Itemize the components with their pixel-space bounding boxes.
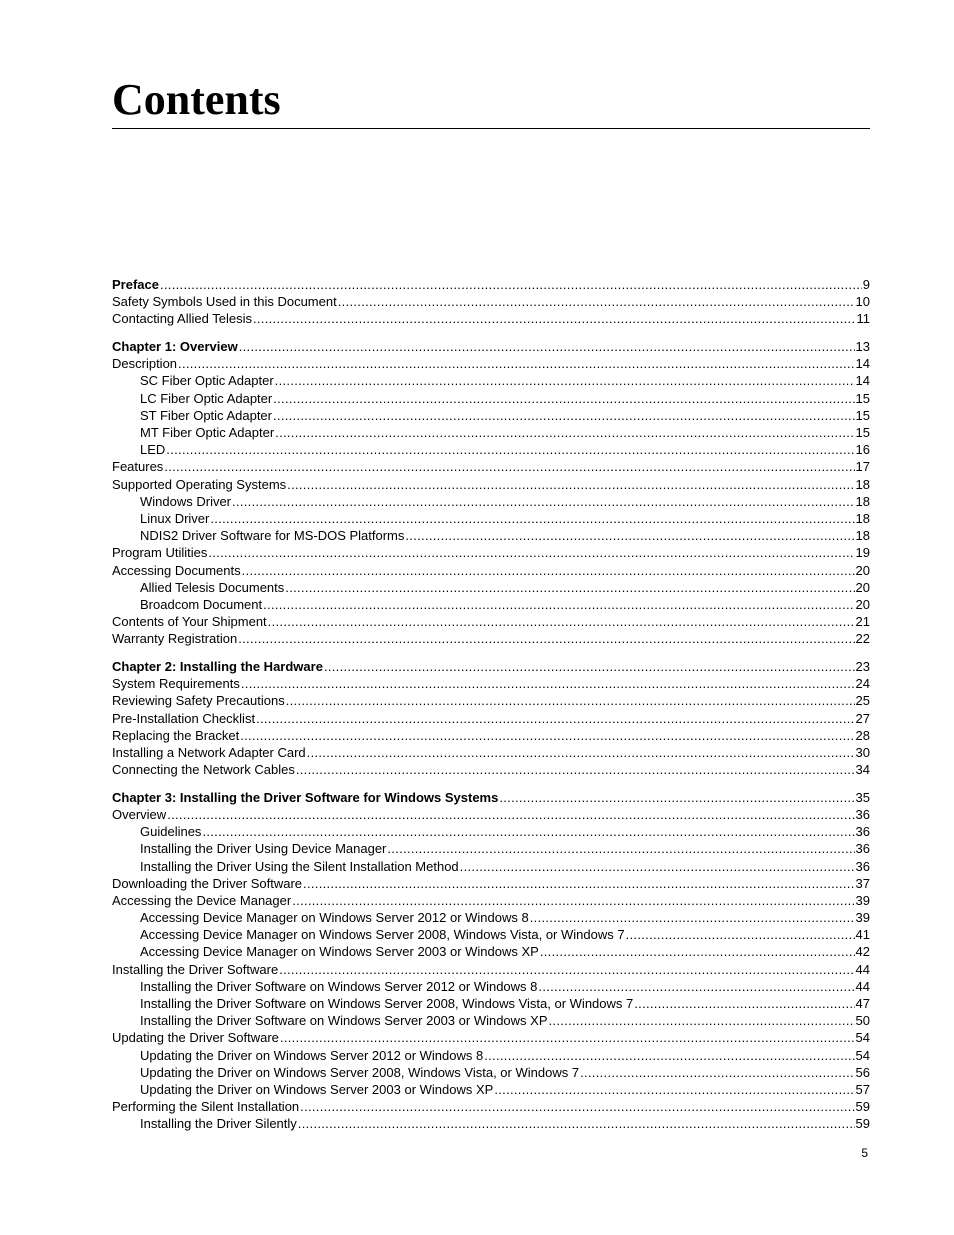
toc-entry[interactable] [112,630,870,647]
toc-entry-title: MT Fiber Optic Adapter [140,425,275,440]
toc-entry[interactable] [112,943,870,960]
toc-entry-page: 23 [855,658,870,674]
toc-entry-title: Installing the Driver Using the Silent Installation Method [140,858,459,874]
toc-entry[interactable] [112,875,870,892]
toc-entry[interactable] [112,372,870,389]
toc-entry[interactable] [112,579,870,596]
toc-entry-page: 36 [855,806,870,822]
toc-chapter-entry[interactable] [112,338,870,355]
toc-entry[interactable] [112,1098,870,1115]
toc-entry-page: 36 [855,858,870,874]
toc-entry-page: 47 [855,996,870,1011]
toc-dot-leader [238,630,854,647]
toc-dot-leader [273,390,854,407]
toc-entry-title: Preface [112,277,159,292]
toc-entry-page: 20 [855,579,870,595]
toc-entry-page: 41 [855,927,870,943]
toc-entry-title: Installing the Driver Software on Windows Server 2003 or Windows XP [140,1013,548,1029]
toc-dot-leader [300,1098,854,1115]
toc-entry-title: Warranty Registration [112,631,238,647]
toc-entry-page: 11 [856,311,870,327]
toc-entry-title: Linux Driver [140,510,210,526]
toc-entry-page: 15 [855,407,870,423]
toc-dot-leader [210,510,854,527]
toc-dot-leader [303,875,854,892]
toc-entry[interactable] [112,544,870,561]
toc-entry-page: 22 [855,631,870,647]
toc-entry-title: Chapter 2: Installing the Hardware [112,658,323,674]
toc-entry[interactable] [112,858,870,875]
toc-dot-leader [253,310,856,327]
toc-entry-page: 25 [855,693,870,709]
toc-entry-page: 21 [855,614,870,630]
toc-dot-leader [275,372,855,389]
toc-entry-page: 15 [855,390,870,406]
toc-entry[interactable] [112,424,870,441]
toc-entry[interactable] [112,1047,870,1064]
toc-entry-title: Accessing Documents [112,562,241,578]
toc-entry-page: 34 [855,762,870,778]
toc-dot-leader [285,579,854,596]
toc-dot-leader [167,806,854,823]
toc-entry[interactable] [112,390,870,407]
toc-entry[interactable] [112,926,870,943]
toc-entry-title: Accessing Device Manager on Windows Server 2008, Windows Vista, or Windows 7 [140,927,625,943]
toc-entry-title: Replacing the Bracket [112,727,240,743]
toc-entry[interactable] [112,823,870,840]
toc-dot-leader [494,1081,854,1098]
toc-entry-title: Reviewing Safety Precautions [112,693,285,709]
toc-entry[interactable] [112,1064,870,1081]
toc-entry-title: Installing the Driver Silently [140,1116,297,1132]
toc-entry-page: 18 [855,476,870,492]
toc-entry[interactable] [112,961,870,978]
toc-entry-title: Installing a Network Adapter Card [112,744,306,760]
toc-entry[interactable] [112,355,870,372]
toc-dot-leader [202,823,854,840]
toc-dot-leader [338,293,855,310]
toc-entry-title: Installing the Driver Software [112,961,279,977]
toc-entry[interactable] [112,744,870,761]
toc-entry[interactable] [112,978,870,995]
toc-entry[interactable] [112,1029,870,1046]
toc-entry-page: 36 [855,824,870,840]
toc-entry-page: 13 [855,339,870,355]
toc-entry-page: 39 [855,892,870,908]
toc-entry[interactable] [112,510,870,527]
toc-dot-leader [484,1047,854,1064]
toc-entry-title: LC Fiber Optic Adapter [140,390,273,406]
toc-entry-title: Windows Driver [140,493,232,509]
toc-entry-title: Updating the Driver on Windows Server 2003 or Windows XP [140,1081,494,1097]
toc-entry-title: Description [112,356,178,372]
toc-entry-page: 16 [855,442,870,458]
toc-dot-leader [307,744,855,761]
toc-dot-leader [273,407,855,424]
toc-entry-page: 37 [855,875,870,891]
toc-dot-leader [239,338,855,355]
toc-dot-leader [460,858,855,875]
toc-entry-title: NDIS2 Driver Software for MS-DOS Platforms [140,528,405,544]
toc-entry-page: 59 [855,1099,870,1115]
toc-entry-title: Contacting Allied Telesis [112,311,252,327]
toc-entry[interactable] [112,806,870,823]
toc-dot-leader [538,978,854,995]
toc-dot-leader [275,424,854,441]
toc-dot-leader [263,596,854,613]
toc-entry-title: Guidelines [140,824,202,840]
page-title: Contents [112,75,281,124]
toc-entry[interactable] [112,1012,870,1029]
toc-entry[interactable] [112,1115,870,1132]
table-of-contents [112,276,870,1133]
toc-entry-page: 19 [855,545,870,561]
toc-dot-leader [256,710,854,727]
toc-entry-title: Allied Telesis Documents [140,579,285,595]
toc-entry[interactable] [112,596,870,613]
toc-entry[interactable] [112,692,870,709]
page-number: 5 [861,1146,868,1160]
toc-entry-title: Contents of Your Shipment [112,614,267,630]
toc-entry[interactable] [112,562,870,579]
toc-entry-title: Chapter 3: Installing the Driver Software for Windows Systems [112,789,499,805]
toc-entry-title: Updating the Driver Software [112,1030,279,1046]
toc-entry-title: Accessing Device Manager on Windows Server 2003 or Windows XP [140,944,539,960]
toc-dot-leader [530,909,855,926]
toc-dot-leader [298,1115,855,1132]
toc-chapter-entry[interactable] [112,789,870,806]
toc-entry-title: Pre-Installation Checklist [112,710,256,726]
toc-dot-leader [626,926,855,943]
toc-entry-title: Broadcom Document [140,596,263,612]
toc-entry-page: 30 [855,744,870,760]
toc-entry-page: 18 [855,528,870,544]
toc-entry-title: SC Fiber Optic Adapter [140,373,274,389]
toc-chapter-entry[interactable] [112,658,870,675]
toc-dot-leader [292,892,854,909]
toc-entry-title: Overview [112,806,167,822]
toc-dot-leader [166,441,854,458]
toc-entry-page: 59 [855,1116,870,1132]
toc-entry[interactable] [112,995,870,1012]
toc-dot-leader [242,562,855,579]
toc-entry-title: LED [140,442,166,458]
toc-entry-page: 42 [855,944,870,960]
toc-entry-title: Chapter 1: Overview [112,339,238,355]
toc-dot-leader [279,961,854,978]
toc-entry[interactable] [112,407,870,424]
toc-chapter-entry[interactable] [112,276,870,293]
toc-dot-leader [287,476,854,493]
title-divider [112,128,870,129]
toc-entry-title: Connecting the Network Cables [112,762,295,778]
toc-entry-page: 10 [855,294,870,310]
toc-entry-page: 56 [855,1064,870,1080]
toc-dot-leader [160,276,862,293]
toc-dot-leader [580,1064,854,1081]
toc-dot-leader [634,995,854,1012]
toc-entry-page: 44 [855,978,870,994]
toc-entry-title: System Requirements [112,676,240,692]
toc-entry-page: 28 [855,727,870,743]
toc-dot-leader [405,527,854,544]
toc-entry[interactable] [112,1081,870,1098]
toc-entry-page: 20 [855,596,870,612]
toc-entry-page: 14 [855,356,870,372]
toc-entry-page: 24 [855,676,870,692]
toc-entry-page: 20 [855,562,870,578]
toc-entry-title: Updating the Driver on Windows Server 2008, Windows Vista, or Windows 7 [140,1064,580,1080]
toc-dot-leader [164,458,854,475]
toc-entry-page: 15 [855,425,870,440]
toc-entry[interactable] [112,761,870,778]
toc-entry-title: ST Fiber Optic Adapter [140,407,272,423]
toc-entry[interactable] [112,441,870,458]
toc-entry-title: Accessing Device Manager on Windows Server 2012 or Windows 8 [140,910,529,926]
toc-entry-title: Installing the Driver Using Device Manager [140,841,387,857]
toc-entry[interactable] [112,613,870,630]
toc-entry[interactable] [112,293,870,310]
toc-entry-page: 54 [855,1047,870,1063]
toc-dot-leader [280,1029,855,1046]
toc-entry[interactable] [112,458,870,475]
toc-entry-page: 44 [855,961,870,977]
toc-entry-page: 57 [855,1081,870,1097]
toc-dot-leader [296,761,855,778]
toc-entry[interactable] [112,892,870,909]
toc-dot-leader [286,692,855,709]
toc-entry[interactable] [112,476,870,493]
toc-entry-title: Downloading the Driver Software [112,875,303,891]
toc-entry-page: 39 [855,910,870,926]
toc-entry-title: Installing the Driver Software on Windows Server 2012 or Windows 8 [140,978,538,994]
toc-entry-page: 14 [855,373,870,389]
toc-entry[interactable] [112,310,870,327]
toc-entry[interactable] [112,727,870,744]
toc-entry[interactable] [112,840,870,857]
toc-entry[interactable] [112,710,870,727]
toc-entry-title: Accessing the Device Manager [112,892,292,908]
toc-entry-page: 50 [855,1013,870,1029]
toc-entry[interactable] [112,527,870,544]
toc-dot-leader [241,675,855,692]
toc-dot-leader [268,613,855,630]
toc-dot-leader [499,789,854,806]
toc-entry-page: 18 [855,510,870,526]
toc-dot-leader [232,493,855,510]
toc-entry-title: Supported Operating Systems [112,476,287,492]
toc-entry-page: 35 [855,789,870,805]
toc-entry-page: 18 [855,493,870,509]
toc-entry[interactable] [112,493,870,510]
toc-entry-page: 27 [855,710,870,726]
toc-dot-leader [178,355,855,372]
toc-entry-title: Performing the Silent Installation [112,1099,300,1115]
toc-entry-page: 54 [855,1030,870,1046]
toc-dot-leader [387,840,854,857]
toc-entry-page: 36 [855,841,870,857]
toc-entry-title: Features [112,459,164,475]
toc-dot-leader [540,943,855,960]
toc-entry-title: Program Utilities [112,545,208,561]
toc-entry-title: Updating the Driver on Windows Server 2012 or Windows 8 [140,1047,484,1063]
toc-entry[interactable] [112,675,870,692]
toc-entry-page: 9 [862,277,870,292]
toc-dot-leader [208,544,854,561]
toc-dot-leader [549,1012,855,1029]
toc-entry-title: Safety Symbols Used in this Document [112,294,337,310]
toc-entry-page: 17 [855,459,870,475]
toc-entry-title: Installing the Driver Software on Windows Server 2008, Windows Vista, or Windows 7 [140,996,634,1011]
toc-dot-leader [240,727,854,744]
toc-dot-leader [324,658,855,675]
toc-entry[interactable] [112,909,870,926]
